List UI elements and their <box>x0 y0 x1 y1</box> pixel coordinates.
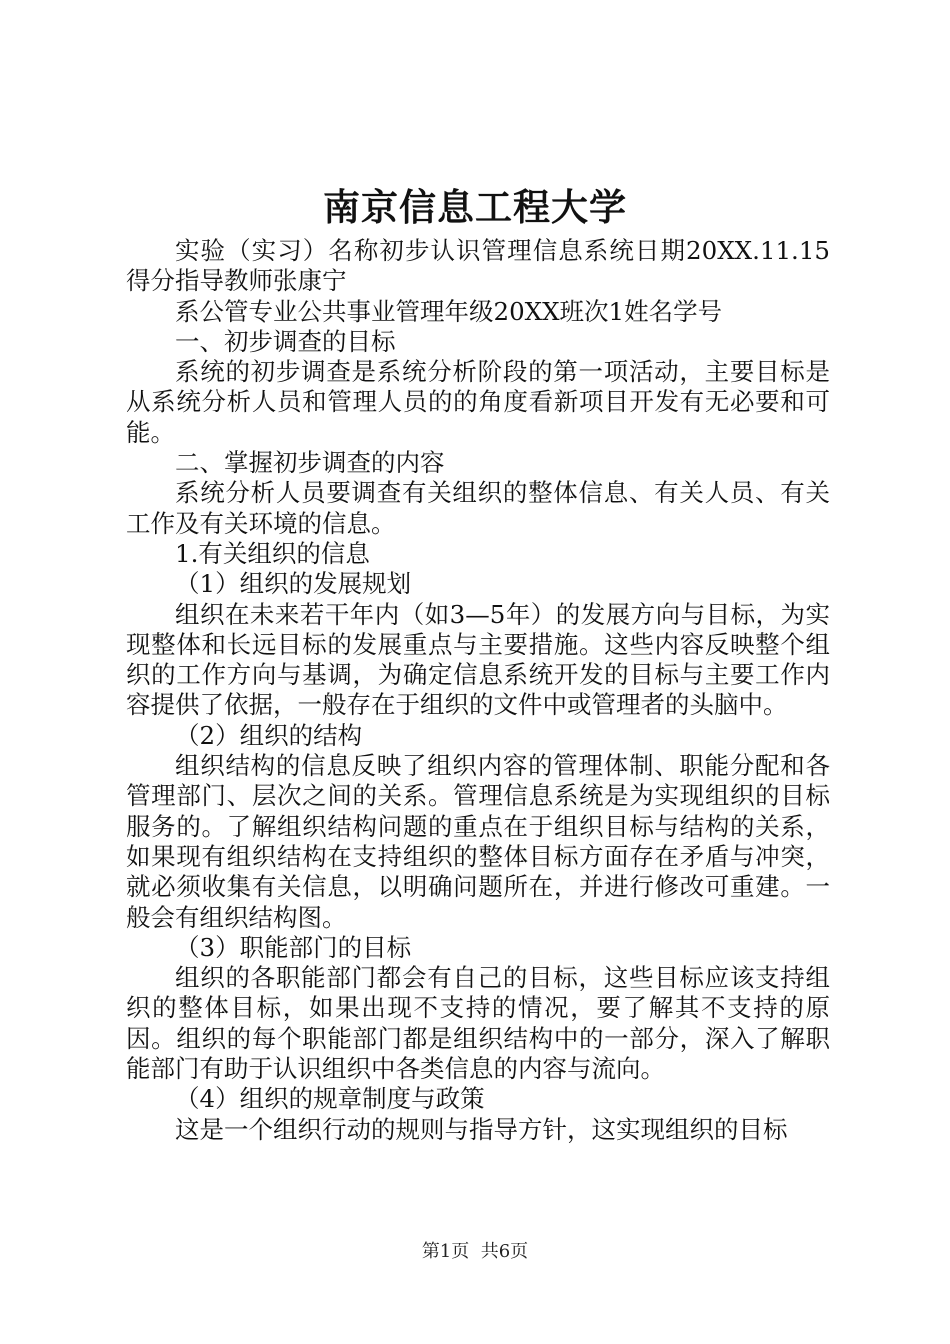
item-heading: （4）组织的规章制度与政策 <box>175 1084 485 1114</box>
experiment-info-line: 实验（实习）名称初步认识管理信息系统日期20XX.11.15得分指导教师张康宁 <box>126 236 830 296</box>
paragraph: 系统的初步调查是系统分析阶段的第一项活动，主要目标是从系统分析人员和管理人员的的角度看新项目开发有无必要和可能。 <box>126 357 830 447</box>
document-title: 南京信息工程大学 <box>323 185 627 229</box>
subsection-heading: 1.有关组织的信息 <box>175 538 370 568</box>
item-heading: （2）组织的结构 <box>175 720 363 750</box>
item-heading: （1）组织的发展规划 <box>175 569 412 599</box>
page-number: 第1页 <box>421 1241 470 1262</box>
page-total: 共6页 <box>480 1241 529 1262</box>
page-footer <box>0 1240 950 1264</box>
paragraph: 系统分析人员要调查有关组织的整体信息、有关人员、有关工作及有关环境的信息。 <box>126 478 830 538</box>
paragraph: 组织的各职能部门都会有自己的目标，这些目标应该支持组织的整体目标，如果出现不支持的情况，要了解其不支持的原因。组织的每个职能部门都是组织结构中的一部分，深入了解职能部门有助于认识组织中各类信息的内容与流向。 <box>126 963 830 1084</box>
paragraph: 组织结构的信息反映了组织内容的管理体制、职能分配和各管理部门、层次之间的关系。管理信息系统是为实现组织的目标服务的。了解组织结构问题的重点在于组织目标与结构的关系，如果现有组织结构在支持组织的整体目标方面存在矛盾与冲突，就必须收集有关信息，以明确问题所在，并进行修改可重建。一般会有组织结构图。 <box>126 751 830 932</box>
section-heading-2: 二、掌握初步调查的内容 <box>175 448 445 478</box>
section-heading-1: 一、初步调查的目标 <box>175 326 396 356</box>
item-heading: （3）职能部门的目标 <box>175 932 412 962</box>
paragraph: 组织在未来若干年内（如3—5年）的发展方向与目标，为实现整体和长远目标的发展重点与主要措施。这些内容反映整个组织的工作方向与基调，为确定信息系统开发的目标与主要工作内容提供了依据，一般存在于组织的文件中或管理者的头脑中。 <box>126 599 830 720</box>
paragraph: 这是一个组织行动的规则与指导方针，这实现组织的目标 <box>175 1114 788 1144</box>
document-body <box>126 236 830 1145</box>
student-info-line: 系公管专业公共事业管理年级20XX班次1姓名学号 <box>175 296 723 326</box>
